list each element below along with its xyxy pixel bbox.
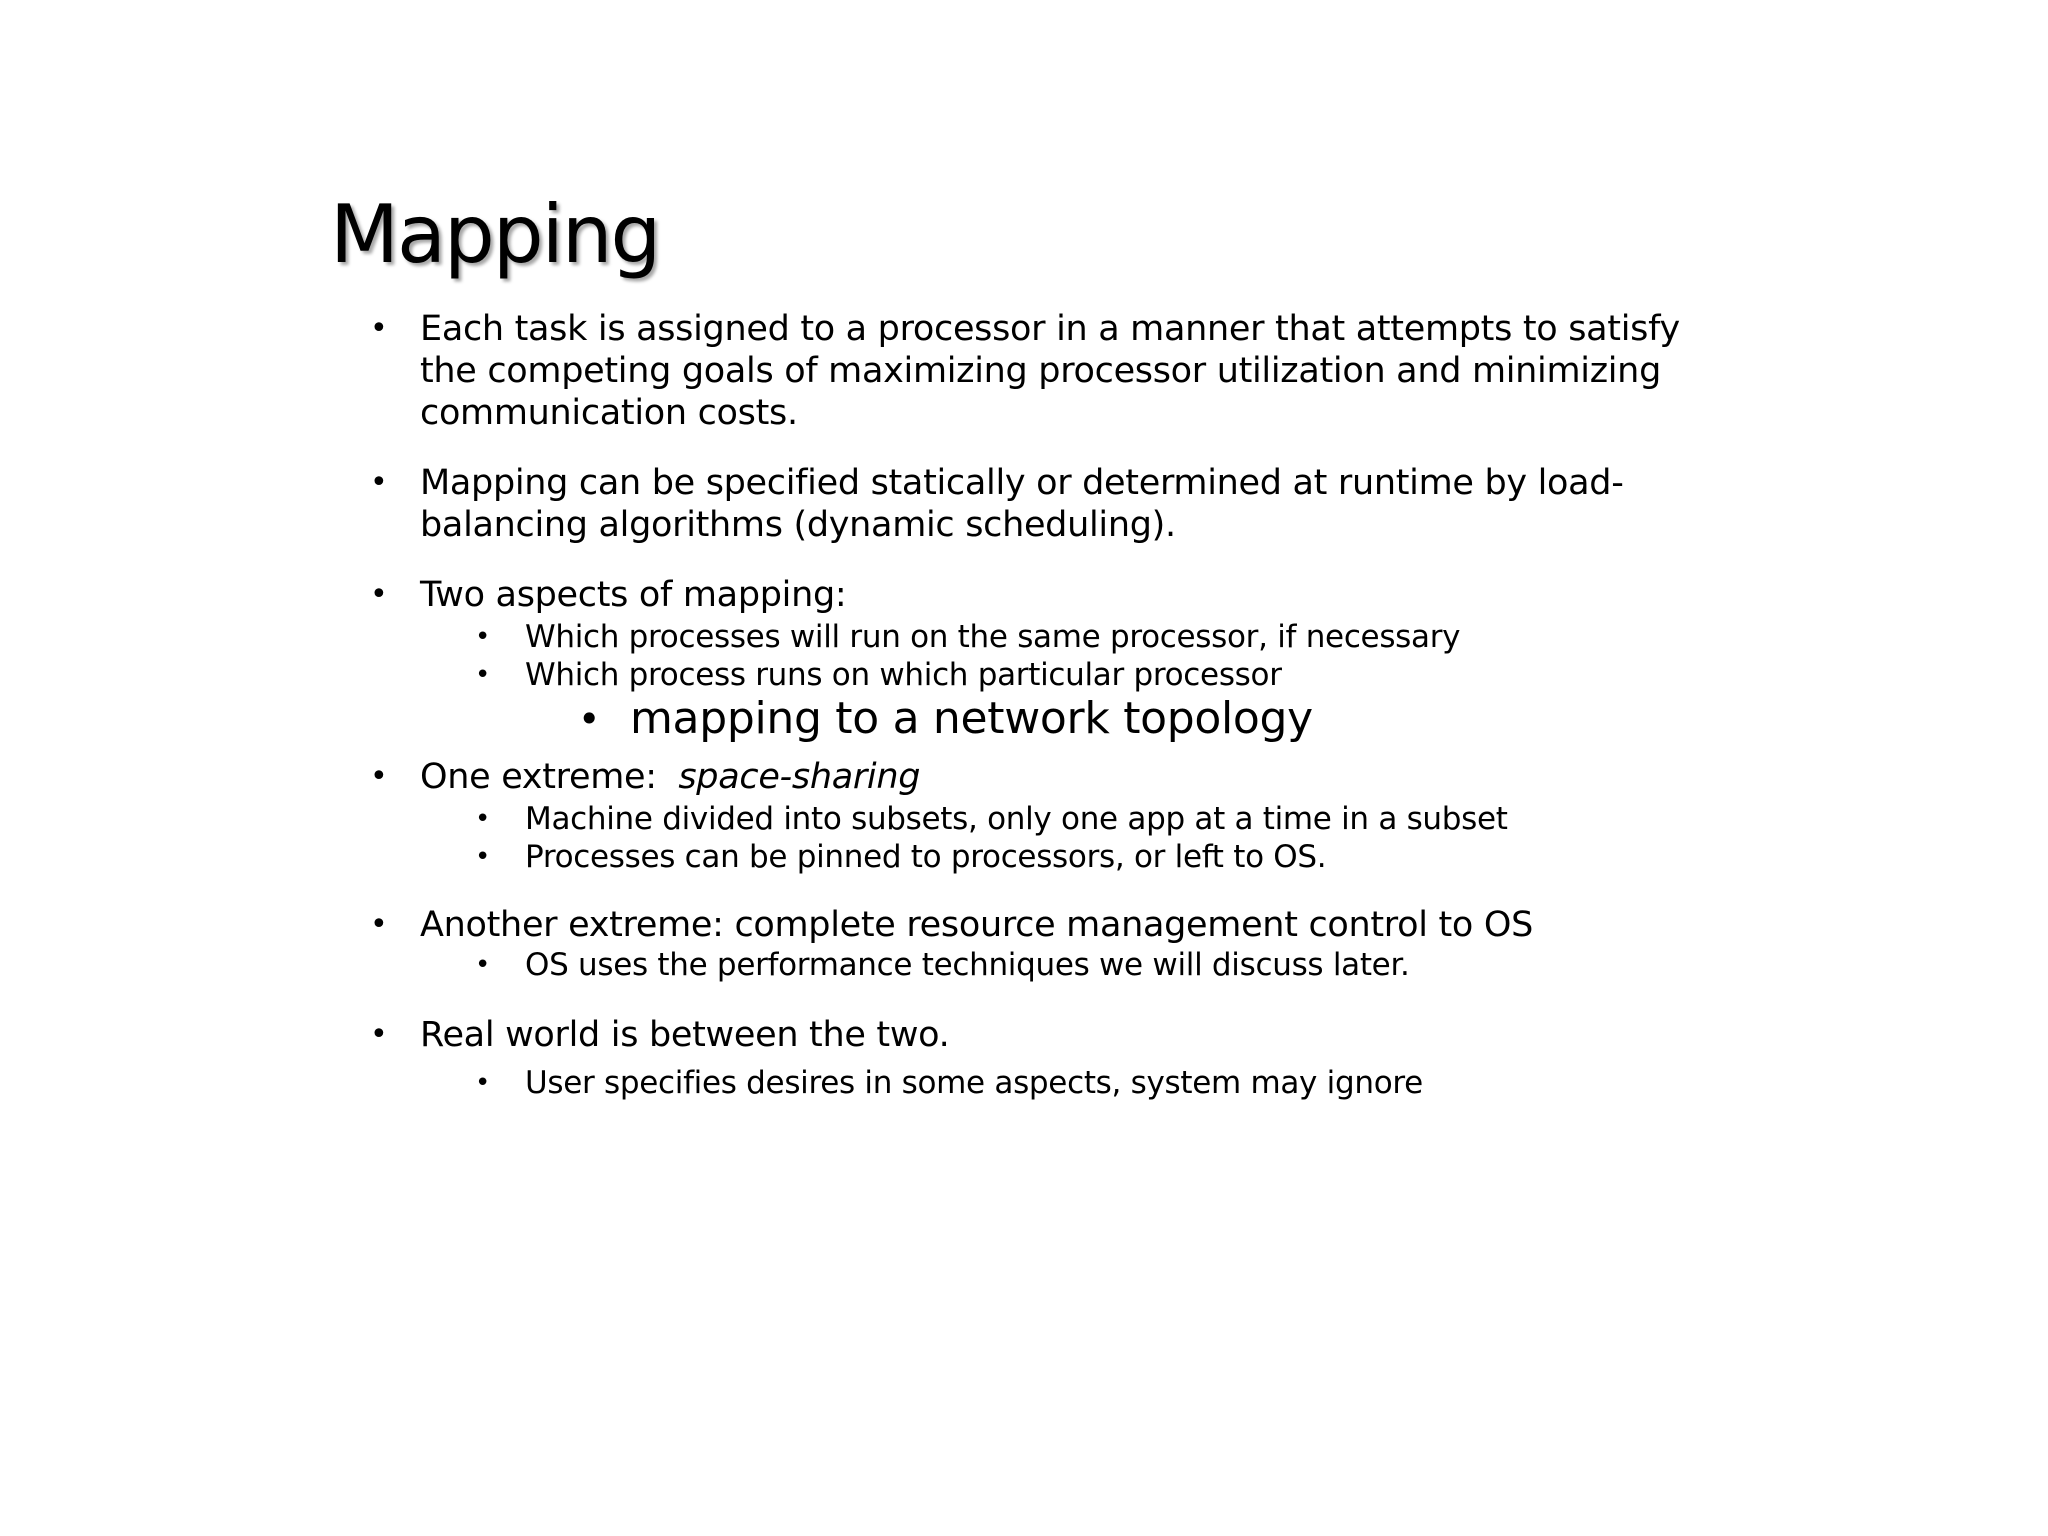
bullet-dot: • — [475, 804, 491, 834]
bullet-dot: • — [370, 759, 388, 794]
bullet-dot: • — [475, 622, 491, 652]
bullet-3-sub-2 — [475, 656, 1282, 694]
bullet-3-sub-1 — [475, 618, 1461, 656]
bullet-text: Two aspects of mapping: — [420, 575, 847, 615]
bullet-4-sub-2 — [475, 838, 1327, 876]
bullet-text: OS uses the performance techniques we will discuss later. — [525, 947, 1410, 983]
bullet-text: Which processes will run on the same processor, if necessary — [525, 619, 1461, 655]
bullet-1-line-1 — [370, 308, 1680, 350]
bullet-5 — [370, 904, 1534, 946]
slide-title: Mapping — [330, 188, 660, 281]
bullet-dot: • — [370, 577, 388, 612]
bullet-2-line-1 — [370, 462, 1624, 504]
bullet-5-sub-1 — [475, 946, 1410, 984]
bullet-text: mapping to a network topology — [630, 693, 1313, 744]
bullet-3-sub-2-sub-1 — [578, 693, 1313, 744]
bullet-text-prefix: One extreme: — [420, 757, 679, 797]
bullet-text: User specifies desires in some aspects, system may ignore — [525, 1065, 1423, 1101]
bullet-dot: • — [475, 660, 491, 690]
bullet-dot: • — [370, 1017, 388, 1052]
bullet-3 — [370, 574, 847, 616]
bullet-text: Real world is between the two. — [420, 1015, 950, 1055]
bullet-1-line-2: the competing goals of maximizing processor utilization and minimizing — [420, 351, 1661, 391]
bullet-text: Another extreme: complete resource management control to OS — [420, 905, 1534, 945]
bullet-text: Each task is assigned to a processor in a manner that attempts to satisfy — [420, 309, 1680, 349]
bullet-2-line-2: balancing algorithms (dynamic scheduling). — [420, 505, 1176, 545]
bullet-dot: • — [370, 465, 388, 500]
bullet-6 — [370, 1014, 950, 1056]
bullet-text: Processes can be pinned to processors, or left to OS. — [525, 839, 1327, 875]
bullet-dot: • — [475, 1068, 491, 1098]
bullet-6-sub-1 — [475, 1064, 1423, 1102]
bullet-text-emphasis: space-sharing — [678, 757, 921, 797]
bullet-text: Machine divided into subsets, only one app at a time in a subset — [525, 801, 1508, 837]
bullet-dot: • — [475, 950, 491, 980]
bullet-dot: • — [370, 907, 388, 942]
bullet-text: Which process runs on which particular processor — [525, 657, 1282, 693]
bullet-dot: • — [370, 311, 388, 346]
bullet-1-line-3: communication costs. — [420, 393, 798, 433]
bullet-text: Mapping can be specified statically or determined at runtime by load- — [420, 463, 1624, 503]
bullet-4 — [370, 756, 921, 798]
bullet-4-sub-1 — [475, 800, 1508, 838]
bullet-dot: • — [578, 697, 601, 741]
bullet-dot: • — [475, 842, 491, 872]
